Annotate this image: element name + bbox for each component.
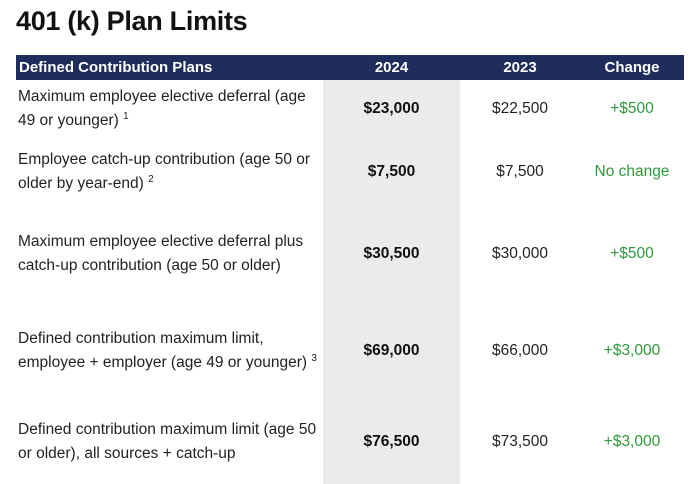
- value-change: +$3,000: [603, 433, 661, 450]
- value-2024: $69,000: [363, 342, 420, 359]
- value-2023: $30,000: [491, 245, 549, 262]
- value-change: +$500: [610, 245, 654, 262]
- header-change: Change: [604, 59, 660, 76]
- value-change: +$500: [610, 100, 654, 117]
- table-row: [16, 138, 684, 206]
- plan-limits-table: [16, 55, 684, 484]
- header-2024: 2024: [374, 59, 409, 76]
- value-2023: $22,500: [491, 100, 549, 117]
- row-description: Defined contribution maximum limit, employee + employer (age 49 or younger) $^3$: [18, 330, 317, 371]
- value-change: No change: [594, 163, 670, 180]
- table-row: [16, 400, 684, 484]
- footnote-ref: 3: [311, 352, 317, 364]
- row-description: Employee catch-up contribution (age 50 or older by year-end) $^2$: [18, 151, 311, 192]
- page-title: 401 (k) Plan Limits: [16, 6, 248, 36]
- value-2023: $7,500: [496, 163, 544, 180]
- header-2023: 2023: [503, 59, 537, 76]
- value-2024: $23,000: [363, 100, 420, 117]
- table-row: [16, 302, 684, 400]
- value-2023: $73,500: [491, 433, 549, 450]
- footnote-ref: 2: [148, 173, 154, 185]
- value-2024: $30,500: [363, 245, 420, 262]
- footnote-ref: 1: [123, 110, 129, 122]
- value-2024: $76,500: [363, 433, 420, 450]
- value-2023: $66,000: [491, 342, 549, 359]
- value-2024: $7,500: [367, 163, 416, 180]
- table-row: [16, 206, 684, 302]
- row-description: Maximum employee elective deferral plus catch-up contribution (age 50 or older): [18, 233, 304, 274]
- row-description: Maximum employee elective deferral (age 49 or younger) $^1$: [18, 88, 306, 129]
- row-description: Defined contribution maximum limit (age 50 or older), all sources + catch-up: [18, 421, 317, 462]
- header-plans: Defined Contribution Plans: [19, 59, 213, 76]
- value-change: +$3,000: [603, 342, 661, 359]
- table-header: [16, 55, 684, 80]
- table-row: [16, 80, 684, 138]
